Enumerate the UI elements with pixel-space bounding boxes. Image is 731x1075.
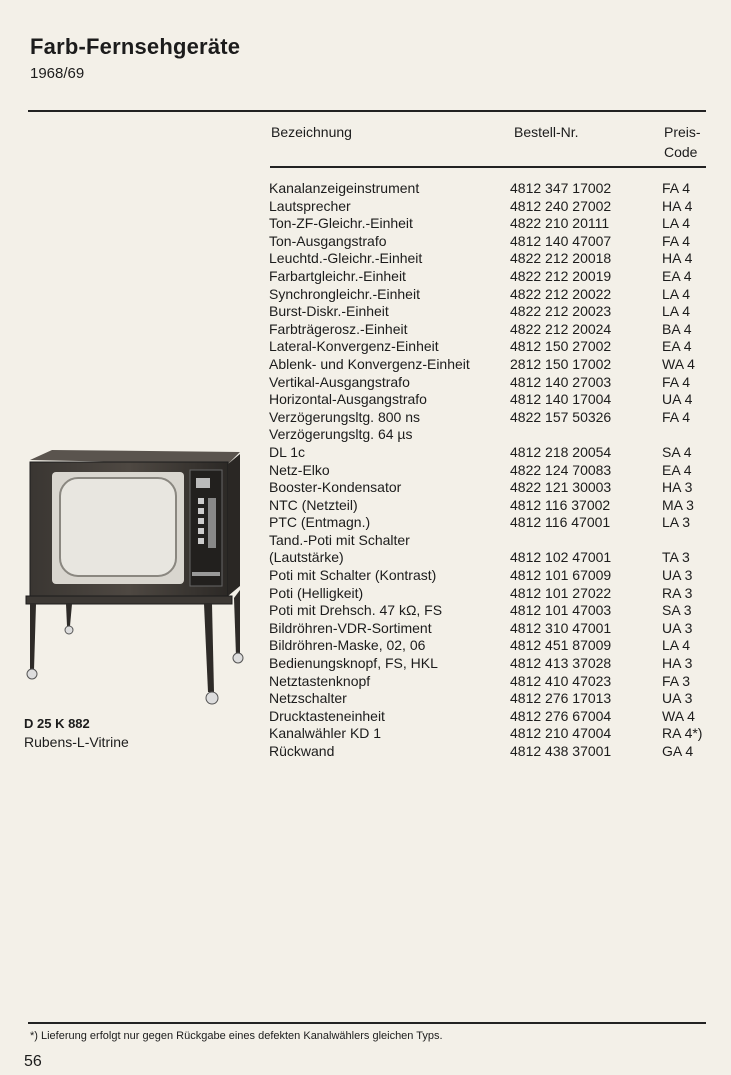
part-name: Netztastenknopf	[269, 672, 371, 689]
model-name: Rubens-L-Vitrine	[24, 734, 129, 750]
footer-rule	[28, 1022, 706, 1024]
table-row	[267, 602, 717, 620]
part-name: Ton-ZF-Gleichr.-Einheit	[269, 215, 413, 232]
part-name: Booster-Kondensator	[269, 479, 402, 496]
table-row	[267, 356, 717, 374]
order-number: 4822 212 20018	[510, 250, 612, 267]
price-code: FA 4	[662, 180, 691, 196]
order-number: 4812 102 47001	[510, 549, 612, 566]
price-code: FA 3	[662, 672, 691, 689]
price-code: FA 4	[662, 373, 691, 390]
price-code: HA 4	[662, 250, 693, 267]
table-row	[267, 215, 717, 233]
model-number: D 25 K 882	[24, 716, 90, 731]
order-number: 4822 212 20023	[510, 303, 612, 320]
order-number: 4812 150 27002	[510, 338, 612, 355]
table-row	[267, 250, 717, 268]
part-name: DL 1c	[269, 443, 306, 460]
price-code: LA 4	[662, 637, 691, 654]
parts-table	[267, 180, 717, 761]
part-name: Poti mit Drehsch. 47 kΩ, FS	[269, 602, 443, 619]
table-row	[267, 549, 717, 567]
table-row	[267, 673, 717, 691]
table-row	[267, 321, 717, 339]
price-code: UA 3	[662, 690, 693, 707]
table-row	[267, 391, 717, 409]
part-name: Rückwand	[269, 743, 335, 759]
table-row	[267, 479, 717, 497]
page-subtitle: 1968/69	[30, 65, 85, 82]
part-name: Verzögerungsltg. 800 ns	[269, 408, 420, 425]
table-row	[267, 743, 717, 761]
header-rule	[270, 166, 706, 168]
price-code: HA 4	[662, 197, 693, 214]
order-number: 4812 410 47023	[510, 672, 612, 689]
table-row	[267, 637, 717, 655]
price-code: LA 4	[662, 303, 691, 320]
price-code: TA 3	[662, 549, 690, 566]
part-name: Leuchtd.-Gleichr.-Einheit	[269, 250, 423, 267]
order-number: 4822 157 50326	[510, 408, 612, 425]
column-header-preis-code	[664, 122, 701, 162]
order-number: 4812 451 87009	[510, 637, 612, 654]
order-number: 4812 140 17004	[510, 391, 612, 408]
page-number: 56	[24, 1053, 42, 1070]
price-code: WA 4	[662, 707, 695, 724]
price-code: GA 4	[662, 743, 694, 759]
part-name: Poti (Helligkeit)	[269, 584, 364, 601]
table-row	[267, 198, 717, 216]
order-number: 4812 310 47001	[510, 619, 612, 636]
price-code: SA 3	[662, 602, 692, 619]
price-code: RA 3	[662, 584, 693, 601]
part-name: NTC (Netzteil)	[269, 496, 358, 513]
table-row	[267, 532, 717, 550]
part-name: Burst-Diskr.-Einheit	[269, 303, 389, 320]
order-number: 4812 240 27002	[510, 197, 612, 214]
table-row	[267, 286, 717, 304]
order-number: 4812 276 67004	[510, 707, 612, 724]
order-number: 4822 121 30003	[510, 479, 612, 496]
table-row	[267, 514, 717, 532]
table-row	[267, 374, 717, 392]
order-number: 4822 210 20111	[510, 215, 610, 232]
part-name: Netz-Elko	[269, 461, 330, 478]
part-name: Bildröhren-Maske, 02, 06	[269, 637, 426, 654]
table-row	[267, 426, 717, 444]
order-number: 4812 210 47004	[510, 725, 612, 742]
price-code: UA 3	[662, 619, 693, 636]
part-name: Kanalanzeigeinstrument	[269, 180, 420, 196]
part-name: Tand.-Poti mit Schalter	[269, 531, 410, 548]
code-label: Code	[664, 144, 698, 160]
part-name: Horizontal-Ausgangstrafo	[269, 391, 427, 408]
part-name: Lautsprecher	[269, 197, 351, 214]
table-row	[267, 180, 717, 198]
part-name: Synchrongleichr.-Einheit	[269, 285, 420, 302]
order-number: 4812 140 27003	[510, 373, 612, 390]
top-rule	[28, 110, 706, 112]
price-code: LA 3	[662, 514, 691, 531]
part-name: Ablenk- und Konvergenz-Einheit	[269, 355, 470, 372]
footnote: *) Lieferung erfolgt nur gegen Rückgabe eines defekten Kanalwählers gleichen Typs.	[30, 1030, 443, 1042]
part-name: Verzögerungsltg. 64 µs	[269, 426, 413, 443]
part-name: Bedienungsknopf, FS, HKL	[269, 655, 438, 672]
column-header-bestell-nr: Bestell-Nr.	[514, 124, 579, 140]
order-number: 4812 116 37002	[510, 496, 611, 513]
price-code: UA 4	[662, 391, 693, 408]
order-number: 4812 101 47003	[510, 602, 612, 619]
price-code: LA 4	[662, 215, 691, 232]
order-number: 4812 116 47001	[510, 514, 611, 531]
table-row	[267, 708, 717, 726]
order-number: 4812 218 20054	[510, 443, 612, 460]
table-row	[267, 462, 717, 480]
table-row	[267, 338, 717, 356]
order-number: 4812 101 27022	[510, 584, 612, 601]
page-title: Farb-Fernsehgeräte	[30, 34, 241, 59]
part-name: PTC (Entmagn.)	[269, 514, 371, 531]
order-number: 2812 150 17002	[510, 355, 612, 372]
part-name: Vertikal-Ausgangstrafo	[269, 373, 410, 390]
part-name: Drucktasteneinheit	[269, 707, 385, 724]
table-row	[267, 655, 717, 673]
part-name: (Lautstärke)	[269, 549, 344, 566]
price-code: FA 4	[662, 408, 691, 425]
price-code: BA 4	[662, 320, 692, 337]
price-code: EA 4	[662, 338, 692, 355]
price-code: HA 3	[662, 655, 693, 672]
table-row	[267, 567, 717, 585]
order-number: 4822 212 20019	[510, 267, 612, 284]
order-number: 4822 212 20024	[510, 320, 612, 337]
preis-label: Preis-	[664, 124, 701, 140]
price-code: HA 3	[662, 479, 693, 496]
part-name: Ton-Ausgangstrafo	[269, 232, 387, 249]
order-number: 4812 438 37001	[510, 743, 612, 759]
part-name: Lateral-Konvergenz-Einheit	[269, 338, 439, 355]
table-row	[267, 233, 717, 251]
table-row	[267, 409, 717, 427]
table-row	[267, 303, 717, 321]
price-code: EA 4	[662, 267, 692, 284]
table-row	[267, 620, 717, 638]
price-code: RA 4*)	[662, 725, 703, 742]
order-number: 4822 124 70083	[510, 461, 612, 478]
price-code: FA 4	[662, 232, 691, 249]
tv-cabinet-image	[22, 448, 244, 708]
order-number: 4812 347 17002	[510, 180, 612, 196]
table-row	[267, 585, 717, 603]
price-code: SA 4	[662, 443, 692, 460]
price-code: MA 3	[662, 496, 694, 513]
order-number: 4812 140 47007	[510, 232, 612, 249]
table-row	[267, 268, 717, 286]
table-row	[267, 690, 717, 708]
part-name: Netzschalter	[269, 690, 347, 707]
part-name: Farbartgleichr.-Einheit	[269, 267, 406, 284]
part-name: Bildröhren-VDR-Sortiment	[269, 619, 432, 636]
table-row	[267, 497, 717, 515]
table-row	[267, 444, 717, 462]
part-name: Farbträgerosz.-Einheit	[269, 320, 408, 337]
price-code: WA 4	[662, 355, 695, 372]
price-code: UA 3	[662, 567, 693, 584]
price-code: LA 4	[662, 285, 691, 302]
table-row	[267, 725, 717, 743]
part-name: Poti mit Schalter (Kontrast)	[269, 567, 437, 584]
column-header-bezeichnung: Bezeichnung	[271, 124, 352, 140]
order-number: 4822 212 20022	[510, 285, 612, 302]
order-number: 4812 413 37028	[510, 655, 612, 672]
order-number: 4812 101 67009	[510, 567, 612, 584]
price-code: EA 4	[662, 461, 692, 478]
part-name: Kanalwähler KD 1	[269, 725, 382, 742]
order-number: 4812 276 17013	[510, 690, 612, 707]
